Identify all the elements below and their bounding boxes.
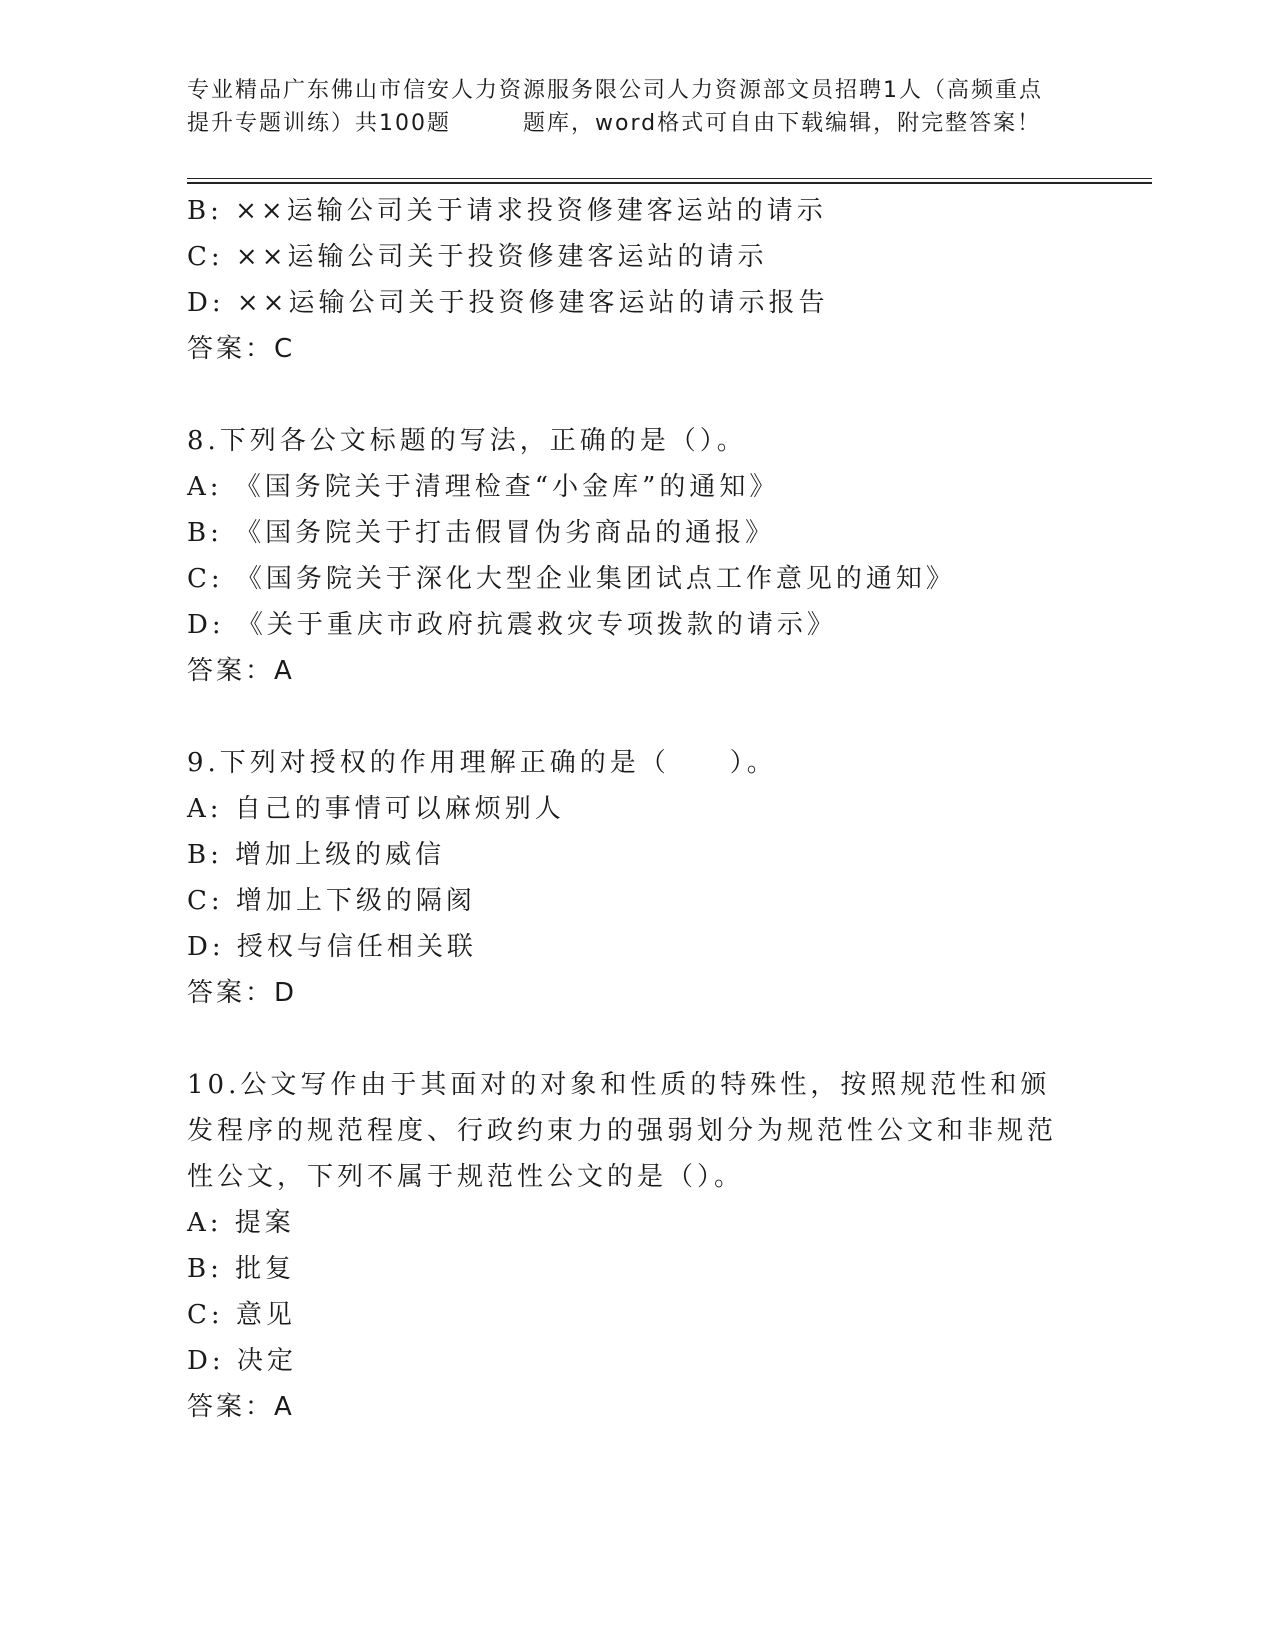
answer-line: 答案：C [187, 334, 296, 364]
header-line-2-part-2: 题库，word格式可自由下载编辑，附完整答案！ [523, 111, 1042, 136]
question-10 [187, 1062, 1087, 1430]
option-b: B: ××运输公司关于请求投资修建客运站的请示 [187, 196, 827, 226]
option-b: B: 增加上级的威信 [187, 840, 446, 870]
question-8 [187, 418, 1087, 694]
option-c: C: 《国务院关于深化大型企业集团试点工作意见的通知》 [187, 564, 956, 594]
question-7-continued [187, 188, 1087, 372]
header-line-2 [187, 107, 1087, 140]
answer-line: 答案：D [187, 978, 298, 1008]
option-d: D: ××运输公司关于投资修建客运站的请示报告 [187, 288, 829, 318]
option-d: D: 《关于重庆市政府抗震救灾专项拨款的请示》 [187, 610, 837, 640]
header-line-2-part-1: 提升专题训练）共100题 [187, 111, 451, 136]
answer-line: 答案：A [187, 1392, 295, 1422]
option-b: B: 《国务院关于打击假冒伪劣商品的通报》 [187, 518, 776, 548]
option-c: C: 意见 [187, 1300, 296, 1330]
option-a: A: 自己的事情可以麻烦别人 [187, 794, 565, 824]
option-a: A: 《国务院关于清理检查“小金库”的通知》 [187, 472, 780, 502]
header-divider-thin [187, 178, 1152, 179]
option-b: B: 批复 [187, 1254, 296, 1284]
question-text: 9.下列对授权的作用理解正确的是（ ）。 [187, 748, 777, 778]
question-text: 8.下列各公文标题的写法，正确的是（）。 [187, 426, 747, 456]
question-9 [187, 740, 1087, 1016]
question-text: 10.公文写作由于其面对的对象和性质的特殊性，按照规范性和颁发程序的规范程度、行政约束力的强弱划分为规范性公文和非规范性公文，下列不属于规范性公文的是（）。 [187, 1070, 1058, 1192]
option-c: C: 增加上下级的隔阂 [187, 886, 476, 916]
option-c: C: ××运输公司关于投资修建客运站的请示 [187, 242, 768, 272]
answer-line: 答案：A [187, 656, 295, 686]
header-line-1: 专业精品广东佛山市信安人力资源服务限公司人力资源部文员招聘1人（高频重点 [187, 78, 1043, 103]
header-divider-thick [187, 182, 1152, 184]
document-header [187, 74, 1087, 140]
option-a: A: 提案 [187, 1208, 295, 1238]
option-d: D: 授权与信任相关联 [187, 932, 477, 962]
question-list [187, 188, 1087, 1430]
option-d: D: 决定 [187, 1346, 297, 1376]
